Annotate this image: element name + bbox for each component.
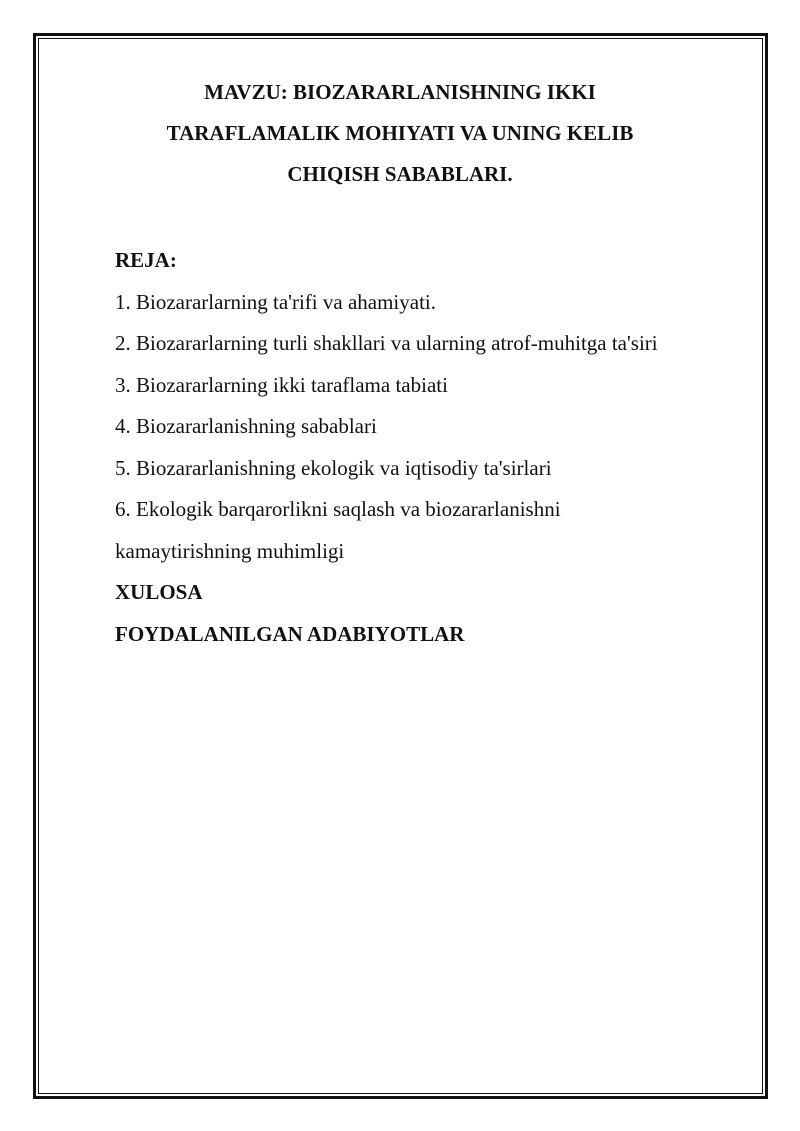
conclusion-heading: XULOSA (115, 580, 203, 604)
references-heading: FOYDALANILGAN ADABIYOTLAR (115, 621, 465, 646)
plan-heading: REJA: (115, 248, 177, 272)
plan-item: 1. Biozararlarning ta'rifi va ahamiyati. (115, 289, 436, 314)
plan-item: 2. Biozararlarning turli shakllari va ularning atrof-muhitga ta'siri (115, 331, 658, 355)
plan-item: 3. Biozararlarning ikki taraflama tabiati (115, 372, 448, 397)
document-title (60, 72, 740, 195)
plan-item: 4. Biozararlanishning sabablari (115, 414, 377, 438)
title-line: MAVZU: BIOZARARLANISHNING IKKI (204, 80, 596, 104)
title-line: TARAFLAMALIK MOHIYATI VA UNING KELIB (166, 121, 634, 145)
plan-section (115, 240, 755, 655)
plan-item-continuation: kamaytirishning muhimligi (115, 538, 345, 563)
title-line: CHIQISH SABABLARI. (287, 162, 513, 186)
plan-item: 6. Ekologik barqarorlikni saqlash va biozararlanishni (115, 497, 561, 521)
plan-item: 5. Biozararlanishning ekologik va iqtisodiy ta'sirlari (115, 455, 552, 480)
